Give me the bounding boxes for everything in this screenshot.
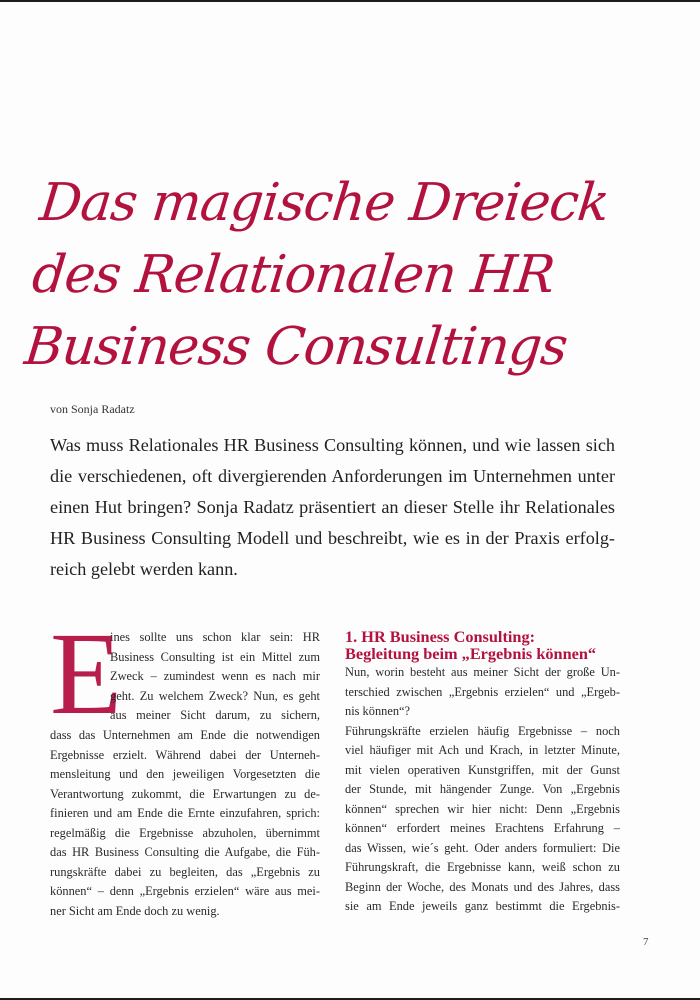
dropcap-letter: E [50,608,123,739]
body-line: finieren und am Ende die Ernte einzufahren, sprich: [50,806,320,820]
title-line: Das magische Dreieck [37,172,612,233]
page-edge-top [0,0,700,2]
body-line: regelmäßig die Ergebnisse abzuholen, übernimmt [50,825,320,840]
left-column [50,608,320,921]
body-line: Nun, worin besteht aus meiner Sicht der große Un- [345,665,620,679]
intro-line: Was muss Relationales HR Business Consulting können, und wie lassen sich [50,435,615,455]
body-line: können“ sprechen wir hier nicht: Denn „Ergebnis [345,801,620,816]
intro-line: HR Business Consulting Modell und beschreibt, wie es in der Praxis erfolg- [50,528,615,548]
body-line: Zweck – zumindest wenn es nach mir [110,669,320,683]
paragraph [345,663,620,722]
body-line: das Wissen, wie´s geht. Oder anders formuliert: Die [345,840,620,855]
body-line: rungskräfte dabei zu begleiten, das „Ergebnis zu [50,864,320,879]
heading-line: Begleitung beim „Ergebnis können“ [345,644,597,663]
dropcap-lines [110,628,320,726]
body-line: Beginn der Woche, des Monats und des Jahres, dass [345,879,620,894]
intro-line: die verschiedenen, oft divergierenden Anforderungen im Unternehmen unter [50,466,615,486]
heading-line: 1. HR Business Consulting: [345,627,536,646]
title-line: Business Consultings [21,316,570,377]
intro-line: einen Hut bringen? Sonja Radatz präsentiert an dieser Stelle ihr Relationales [50,497,615,517]
body-line: nis können“? [345,704,411,718]
right-column [345,628,620,917]
article-title [21,167,612,383]
body-line: mit vielen operativen Kunstgriffen, mit der Gunst [345,762,620,777]
section-heading [345,628,620,662]
title-line: des Relationalen HR [29,244,557,305]
body-line: terschied zwischen „Ergebnis erzielen“ und „Ergeb- [345,684,620,699]
body-line: dass das Unternehmen am Ende die notwendigen [50,728,320,742]
body-line: Ergebnisse erzielt. Während dabei der Unterneh- [50,747,320,762]
body-line: ner Sicht am Ende doch zu wenig. [50,903,220,918]
intro-line: reich gelebt werden kann. [50,559,238,579]
body-line: Business Consulting ist ein Mittel zum [110,649,320,664]
author-byline: von Sonja Radatz [50,402,135,416]
body-line: geht. Zu welchem Zweck? Nun, es geht [110,688,320,703]
body-line: der Stunde, mit hängender Zunge. Von „Ergebnis [345,782,620,796]
body-line: Verantwortung zukommt, die Erwartungen zu de- [50,786,320,801]
body-line: das HR Business Consulting die Aufgabe, die Füh- [50,845,320,859]
body-line: aus meiner Sicht darum, zu sichern, [110,708,320,722]
body-line: Führungskräfte erzielen häufig Ergebnisse – noch [345,723,620,738]
page-number: 7 [643,936,649,948]
intro-paragraph [50,430,615,585]
body-line: viel häufiger mit Ach und Krach, in letzter Minute, [345,743,620,757]
body-line: ines sollte uns schon klar sein: HR [110,630,320,644]
body-line: Führungskraft, die Ergebnisse kann, weiß schon zu [345,860,620,874]
body-line: können“ – denn „Ergebnis erzielen“ wäre aus mei- [50,884,320,898]
body-line: können“ erfordert meines Erachtens Erfahrung – [345,821,620,835]
body-line: sie am Ende jeweils ganz bestimmt die Ergebnis- [345,899,620,913]
paragraph [345,722,620,917]
body-line: mensleitung und den jeweiligen Vorgesetzten die [50,767,320,781]
